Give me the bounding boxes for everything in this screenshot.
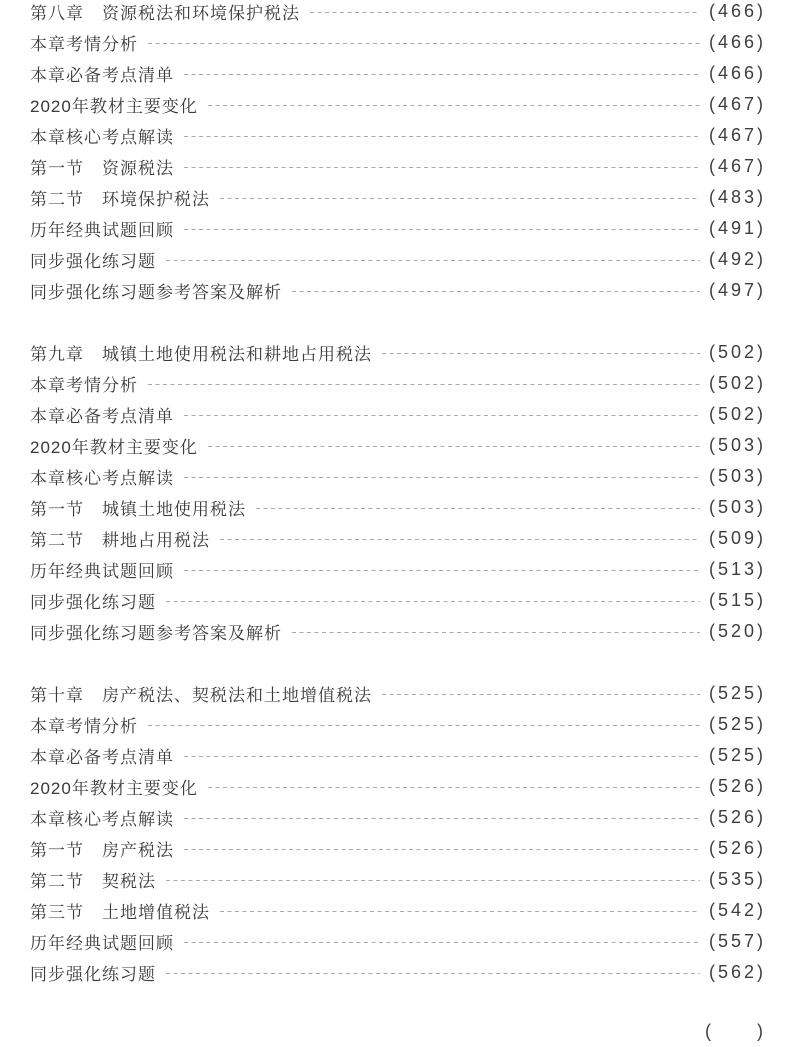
toc-entry [30,213,766,244]
entry-title: 第一节 城镇土地使用税法 [30,499,246,519]
page-number: (497) [708,279,766,300]
toc-entry [30,740,766,771]
entry-title: 本章考情分析 [30,716,138,736]
entry-title: 同步强化练习题参考答案及解析 [30,623,282,643]
dotted-leader [148,43,700,44]
dotted-leader [148,725,700,726]
toc-entry [30,58,766,89]
toc-entry [30,709,766,740]
entry-title: 同步强化练习题 [30,964,156,984]
toc-entry [30,926,766,957]
entry-title: 2020年教材主要变化 [30,96,198,116]
toc-entry [30,678,766,709]
entry-title: 本章必备考点清单 [30,406,174,426]
entry-title: 同步强化练习题参考答案及解析 [30,282,282,302]
entry-title: 同步强化练习题 [30,251,156,271]
page-number: (525) [708,744,766,765]
page-number: (520) [708,620,766,641]
table-of-contents [30,0,766,1047]
toc-entry [30,151,766,182]
toc-entry [30,864,766,895]
page-number: (513) [708,558,766,579]
dotted-leader [382,694,700,695]
dotted-leader [166,601,700,602]
toc-entry [30,244,766,275]
dotted-leader [184,136,700,137]
toc-entry [30,585,766,616]
entry-title: 本章必备考点清单 [30,747,174,767]
dotted-leader [310,12,700,13]
entry-title: 本章核心考点解读 [30,468,174,488]
page-number: (492) [708,248,766,269]
toc-entry [30,833,766,864]
entry-title: 2020年教材主要变化 [30,778,198,798]
toc-entry [30,368,766,399]
entry-title: 第二节 契税法 [30,871,156,891]
toc-entry [30,275,766,306]
toc-entry [30,337,766,368]
page-number: (467) [708,124,766,145]
entry-title: 本章考情分析 [30,34,138,54]
entry-title: 本章核心考点解读 [30,127,174,147]
dotted-leader [184,167,700,168]
entry-title: 历年经典试题回顾 [30,561,174,581]
page-number: (503) [708,434,766,455]
page-number: (525) [708,713,766,734]
page-number: (526) [708,837,766,858]
entry-title: 本章考情分析 [30,375,138,395]
page-number: (491) [708,217,766,238]
dotted-leader [166,880,700,881]
entry-title: 同步强化练习题 [30,592,156,612]
page-number: (467) [708,93,766,114]
entry-title: 第三节 土地增值税法 [30,902,210,922]
toc-entry [30,89,766,120]
dotted-leader [184,415,700,416]
dotted-leader [184,818,700,819]
page-number: (515) [708,589,766,610]
entry-title: 第二节 环境保护税法 [30,189,210,209]
page-number: (526) [708,806,766,827]
dotted-leader [220,198,700,199]
toc-section [30,0,766,306]
dotted-leader [292,632,700,633]
toc-entry [30,120,766,151]
toc-entry [30,957,766,988]
entry-title: 第九章 城镇土地使用税法和耕地占用税法 [30,344,372,364]
toc-entry [30,554,766,585]
dotted-leader [184,942,700,943]
entry-title: 本章必备考点清单 [30,65,174,85]
dotted-leader [220,911,700,912]
toc-entry [30,523,766,554]
toc-entry-clipped [30,1016,763,1047]
page-number: (535) [708,868,766,889]
dotted-leader [382,353,700,354]
page-number: (502) [708,403,766,424]
toc-entry [30,771,766,802]
page-number-clipped [705,1021,763,1042]
toc-entry [30,616,766,647]
entry-title: 第一节 资源税法 [30,158,174,178]
page-number: (525) [708,682,766,703]
dotted-leader [208,105,700,106]
toc-entry [30,27,766,58]
toc-entry [30,0,766,27]
dotted-leader [184,477,700,478]
toc-entry [30,492,766,523]
dotted-leader [184,756,700,757]
dotted-leader [184,849,700,850]
toc-section [30,337,766,647]
entry-title: 第八章 资源税法和环境保护税法 [30,3,300,23]
dotted-leader [184,570,700,571]
entry-title: 2020年教材主要变化 [30,437,198,457]
page-number: (557) [708,930,766,951]
page-number: (466) [708,62,766,83]
entry-title: 第十章 房产税法、契税法和土地增值税法 [30,685,372,705]
right-paren-fragment: ) [757,1020,763,1041]
dotted-leader [292,291,700,292]
entry-title: 第二节 耕地占用税法 [30,530,210,550]
page-number: (466) [708,31,766,52]
page-number: (503) [708,496,766,517]
entry-title: 本章核心考点解读 [30,809,174,829]
toc-entry [30,399,766,430]
dotted-leader [184,74,700,75]
page-number: (502) [708,341,766,362]
page-number: (526) [708,775,766,796]
page-number: (466) [708,0,766,21]
dotted-leader [148,384,700,385]
toc-section [30,678,766,988]
dotted-leader [208,787,700,788]
page-number: (502) [708,372,766,393]
page-number: (562) [708,961,766,982]
toc-entry [30,182,766,213]
dotted-leader [166,973,700,974]
page-number: (483) [708,186,766,207]
dotted-leader [256,508,700,509]
entry-title: 历年经典试题回顾 [30,220,174,240]
dotted-leader [220,539,700,540]
entry-title: 历年经典试题回顾 [30,933,174,953]
entry-title: 第一节 房产税法 [30,840,174,860]
dotted-leader [166,260,700,261]
page-number: (467) [708,155,766,176]
dotted-leader [208,446,700,447]
toc-entry [30,461,766,492]
toc-entry [30,802,766,833]
page-number: (542) [708,899,766,920]
toc-entry [30,430,766,461]
page-number: (503) [708,465,766,486]
toc-entry [30,895,766,926]
left-paren-fragment: ( [705,1020,711,1041]
dotted-leader [184,229,700,230]
page-number: (509) [708,527,766,548]
